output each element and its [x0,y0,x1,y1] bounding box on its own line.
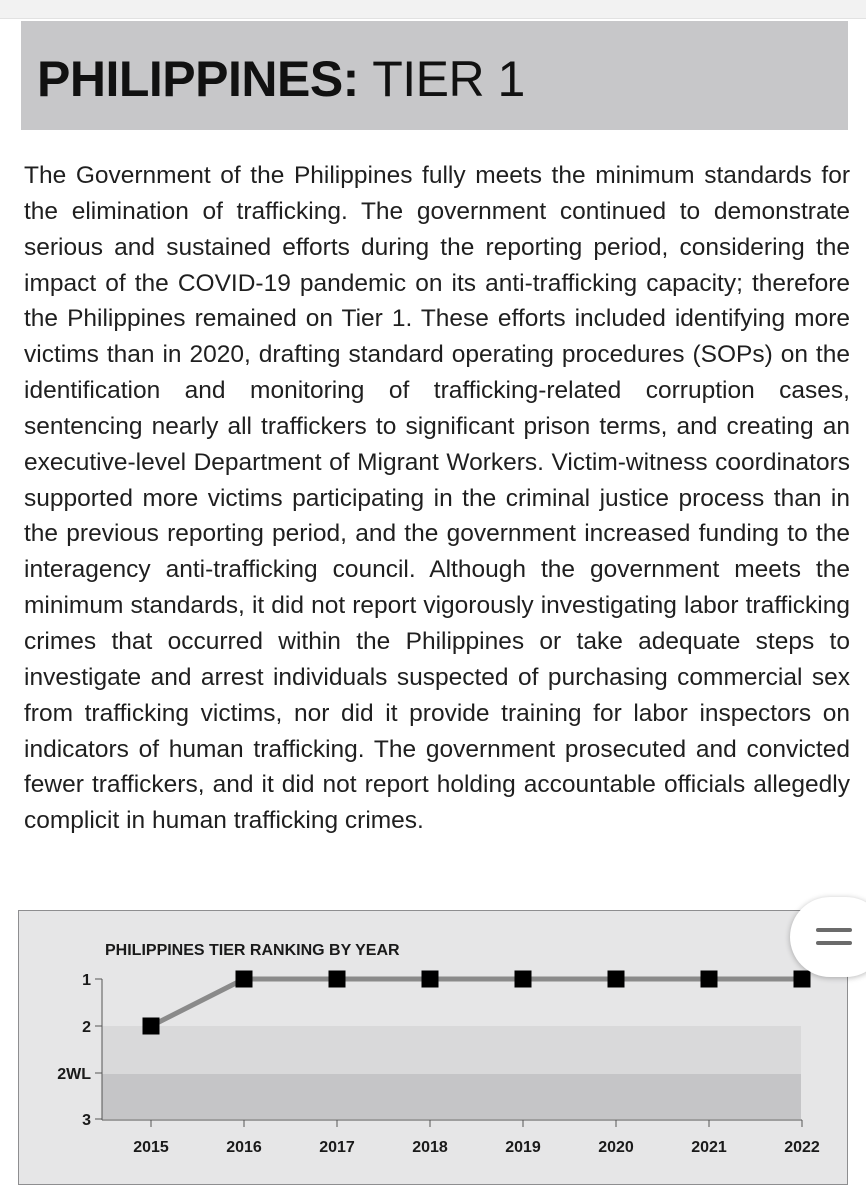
chart-band-tier-2 [102,1026,801,1074]
data-point-2022 [794,971,811,988]
chart-band-tier-2wl-3 [102,1074,801,1119]
x-tick-label: 2016 [226,1139,262,1156]
title-country: PHILIPPINES: [37,51,359,107]
tier-ranking-chart-svg [19,911,846,1183]
x-tick-label: 2022 [784,1139,820,1156]
summary-paragraph: The Government of the Philippines fully meets the minimum standards for the elimination of trafficking. The government continued to demonstrate serious and sustained efforts during the reporting period, considering the impact of the COVID-19 pandemic on its anti-trafficking capacity; therefore the Philippines remained on Tier 1. These efforts included identifying more victims than in 2020, drafting standard operating procedures (SOPs) on the identification and monitoring of trafficking-related corruption cases, sentencing nearly all traffickers to significant prison terms, and creating an executive-level Department of Migrant Workers. Victim-witness coordinators supported more victims participating in the criminal justice process than in the previous reporting period, and the government increased funding to the interagency anti-trafficking council. Although the government meets the minimum standards, it did not report vigorously investigating labor trafficking crimes that occurred within the Philippines or take adequate steps to investigate and arrest individuals suspected of purchasing commercial sex from trafficking victims, nor did it provide training for labor inspectors on indicators of human trafficking. The government prosecuted and convicted fewer traffickers, and it did not report holding accountable officials allegedly complicit in human trafficking crimes. [24,162,850,835]
title-band [21,21,848,130]
data-point-2016 [236,971,253,988]
x-tick-label: 2015 [133,1139,169,1156]
data-point-2019 [515,971,532,988]
x-tick-label: 2017 [319,1139,355,1156]
tier-ranking-chart [18,910,848,1185]
data-point-2018 [422,971,439,988]
chart-title: PHILIPPINES TIER RANKING BY YEAR [105,942,400,959]
x-tick-label: 2020 [598,1139,634,1156]
x-tick-label: 2021 [691,1139,727,1156]
data-point-2021 [701,971,718,988]
y-tick-label: 2WL [57,1066,91,1083]
top-strip [0,0,866,19]
y-tick-label: 3 [82,1112,91,1129]
x-axis-ticks [133,1120,820,1156]
title-tier: TIER 1 [372,51,525,107]
data-point-2017 [329,971,346,988]
hamburger-icon-lower-bar [816,941,852,945]
x-tick-label: 2019 [505,1139,541,1156]
y-axis-ticks [57,972,102,1129]
y-tick-label: 2 [82,1019,91,1036]
menu-button[interactable] [790,897,866,977]
x-tick-label: 2018 [412,1139,448,1156]
y-tick-label: 1 [82,972,91,989]
page-title [37,49,525,109]
hamburger-icon [816,928,852,932]
data-point-2015 [143,1018,160,1035]
data-point-2020 [608,971,625,988]
